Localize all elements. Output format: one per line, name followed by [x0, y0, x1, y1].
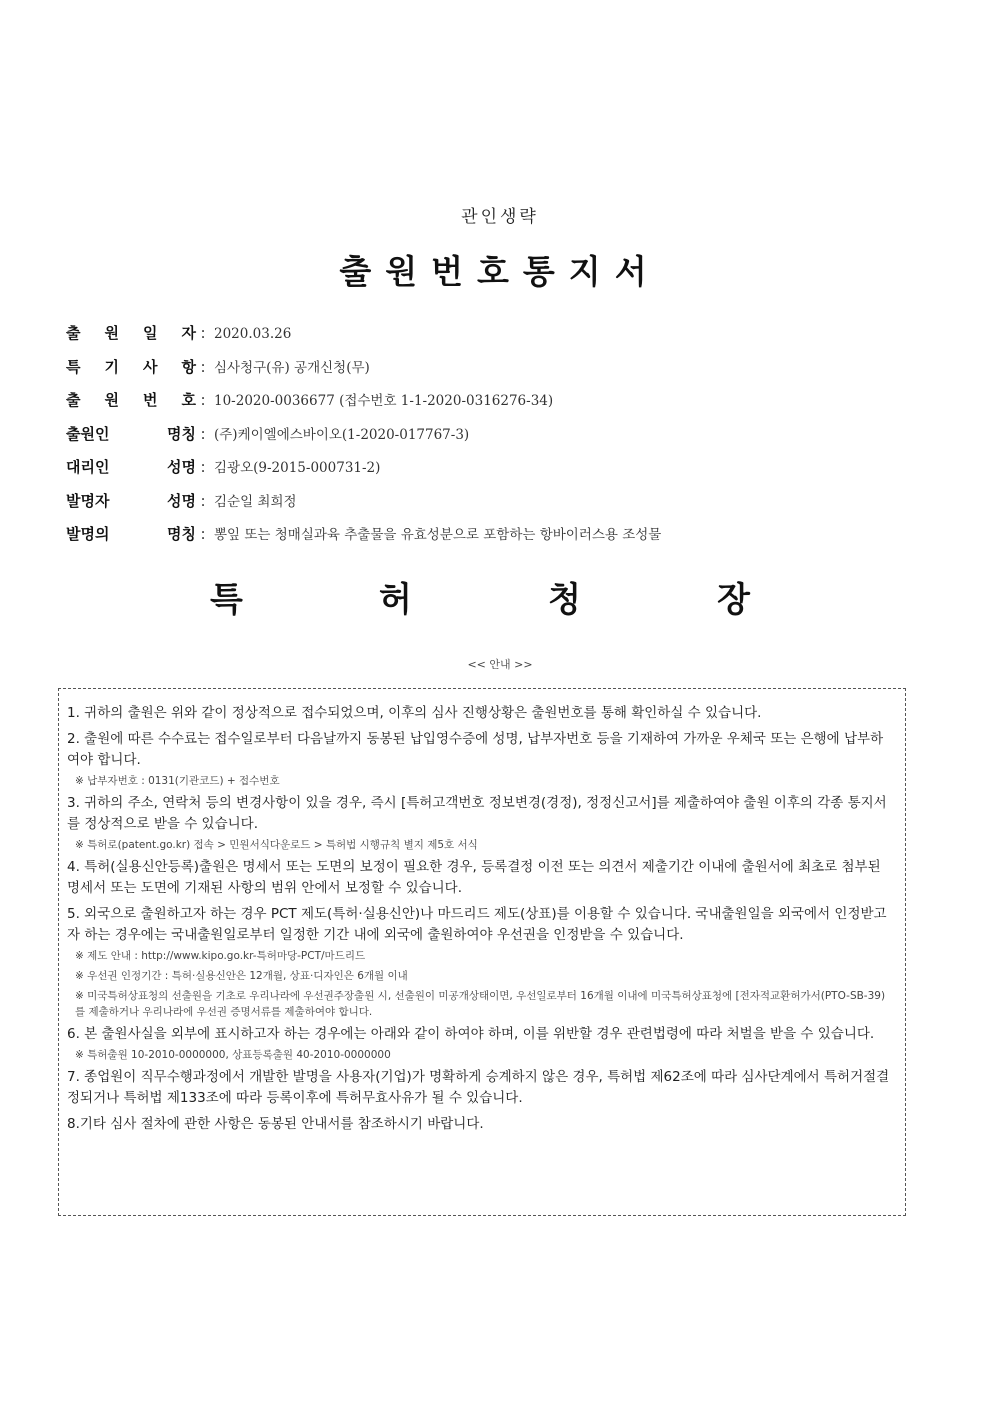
- info-value: 2020.03.26: [214, 326, 292, 342]
- guide-item-3: 3. 귀하의 주소, 연락처 등의 변경사항이 있을 경우, 즉시 [특허고객번호 정보변경(경정), 정정신고서]를 제출하여야 출원 이후의 각종 통지서를 정상적으로 받을 수 있습니다.: [67, 795, 887, 832]
- seal-omitted-text: 관인생략: [461, 207, 539, 227]
- document-title: 출원번호통지서: [339, 252, 661, 291]
- info-label: 출 원 일 자: [66, 324, 196, 342]
- info-value: 뽕잎 또는 청매실과육 추출물을 유효성분으로 포함하는 항바이러스용 조성물: [214, 527, 662, 543]
- info-colon: :: [200, 391, 206, 409]
- guide-box: [58, 688, 906, 1216]
- guide-note: ※ 특허출원 10-2010-0000000, 상표등록출원 40-2010-0000000: [75, 1049, 391, 1061]
- info-label: 발명의 명칭: [66, 525, 196, 543]
- office-char: 장: [717, 580, 750, 620]
- guide-item-8: 8.기타 심사 절차에 관한 사항은 동봉된 안내서를 참조하시기 바랍니다.: [67, 1116, 484, 1132]
- issuing-office: [210, 572, 750, 621]
- office-char: 허: [379, 580, 412, 620]
- info-row-invention-title: [66, 523, 946, 557]
- info-value: 김광오(9-2015-000731-2): [214, 460, 381, 476]
- info-label: 대리인 성명: [66, 458, 196, 476]
- info-colon: :: [200, 324, 206, 342]
- info-row-filing-date: [66, 322, 946, 356]
- info-row-applicant: [66, 423, 946, 457]
- info-value: 김순일 최희정: [214, 493, 297, 510]
- info-label: 발명자 성명: [66, 491, 196, 510]
- guide-note: ※ 미국특허상표청의 선출원을 기초로 우리나라에 우선권주장출원 시, 선출원이 미공개상태이면, 우선일로부터 16개월 이내에 미국특허상표청에 [전자적교환허가서(PTO-SB-39)를 제출하거나 우리나라에 우선권 증명서류를 제출하여야 합니다.: [75, 990, 886, 1018]
- guide-item-7: 7. 종업원이 직무수행과정에서 개발한 발명을 사용자(기업)가 명확하게 승계하지 않은 경우, 특허법 제62조에 따라 심사단계에서 특허거절결정되거나 특허법 제133조에 따라 등록이후에 특허무효사유가 될 수 있습니다.: [67, 1069, 890, 1106]
- info-colon: :: [200, 491, 206, 510]
- office-char: 청: [548, 580, 581, 620]
- guide-heading: << 안내 >>: [467, 658, 533, 671]
- application-info: [66, 322, 946, 557]
- guide-item-5: 5. 외국으로 출원하고자 하는 경우 PCT 제도(특허·실용신안)나 마드리드 제도(상표)를 이용할 수 있습니다. 국내출원일을 외국에서 인정받고자 하는 경우에는 국내출원일로부터 일정한 기간 내에 외국에 출원하여야 우선권을 인정받을 수 있습니다.: [67, 906, 887, 943]
- info-label: 출 원 번 호: [66, 391, 196, 409]
- info-colon: :: [200, 458, 206, 476]
- guide-note: ※ 우선권 인정기간 : 특허·실용신안은 12개월, 상표·디자인은 6개월 이내: [75, 970, 408, 982]
- info-colon: :: [200, 525, 206, 543]
- info-row-remarks: [66, 356, 946, 390]
- guide-note: ※ 납부자번호 : 0131(기관코드) + 접수번호: [75, 775, 280, 787]
- office-char: 특: [210, 580, 243, 620]
- info-label: 출원인 명칭: [66, 424, 196, 443]
- info-value: 10-2020-0036677 (접수번호 1-1-2020-0316276-34): [214, 393, 554, 409]
- info-colon: :: [200, 424, 206, 443]
- guide-item-4: 4. 특허(실용신안등록)출원은 명세서 또는 도면의 보정이 필요한 경우, 등록결정 이전 또는 의견서 제출기간 이내에 출원서에 최초로 첨부된 명세서 또는 도면에 기재된 사항의 범위 안에서 보정할 수 있습니다.: [67, 859, 881, 896]
- guide-note: ※ 특허로(patent.go.kr) 접속 > 민원서식다운로드 > 특허법 시행규칙 별지 제5호 서식: [75, 839, 478, 851]
- guide-item-1: 1. 귀하의 출원은 위와 같이 정상적으로 접수되었으며, 이후의 심사 진행상황은 출원번호를 통해 확인하실 수 있습니다.: [67, 705, 762, 721]
- guide-note: ※ 제도 안내 : http://www.kipo.go.kr-특허마당-PCT/마드리드: [75, 950, 366, 962]
- guide-item-2: 2. 출원에 따른 수수료는 접수일로부터 다음날까지 동봉된 납입영수증에 성명, 납부자번호 등을 기재하여 가까운 우체국 또는 은행에 납부하여야 합니다.: [67, 731, 884, 768]
- info-row-agent: [66, 456, 946, 490]
- info-value: 심사청구(유) 공개신청(무): [214, 359, 370, 376]
- guide-item-6: 6. 본 출원사실을 외부에 표시하고자 하는 경우에는 아래와 같이 하여야 하며, 이를 위반할 경우 관련법령에 따라 처벌을 받을 수 있습니다.: [67, 1026, 875, 1042]
- info-row-inventors: [66, 490, 946, 524]
- info-colon: :: [200, 357, 206, 376]
- info-value: (주)케이엘에스바이오(1-2020-017767-3): [214, 426, 470, 443]
- info-label: 특 기 사 항: [66, 357, 196, 376]
- info-row-application-number: [66, 389, 946, 423]
